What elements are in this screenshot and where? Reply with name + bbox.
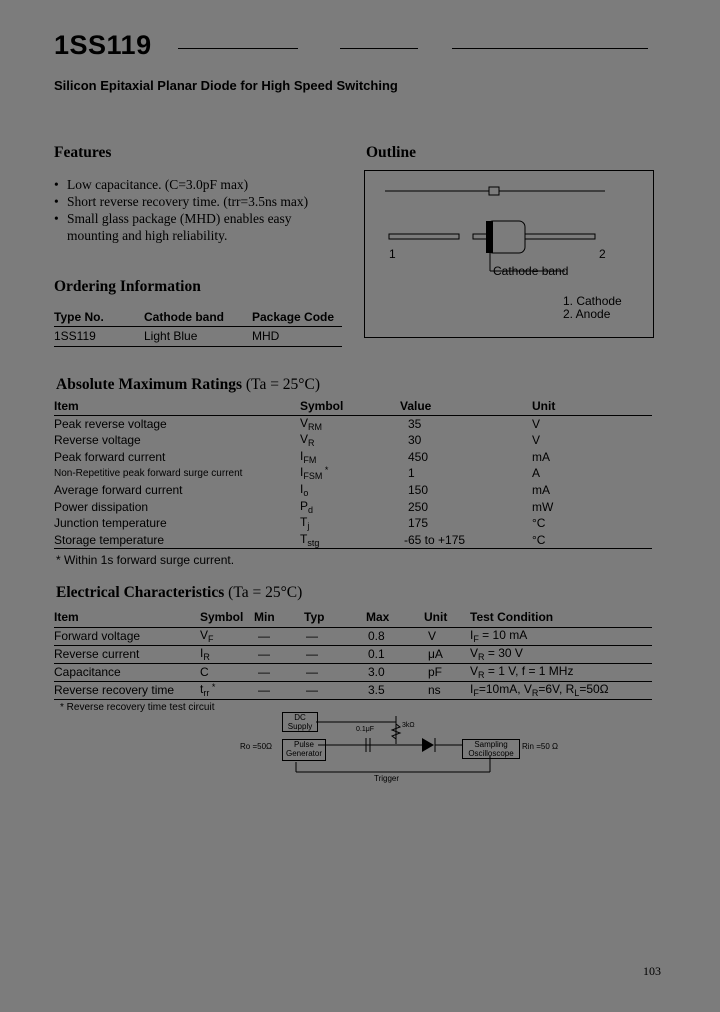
item-cell: Junction temperature (54, 516, 167, 531)
item-cell: Reverse recovery time (54, 683, 175, 697)
typ-cell: — (306, 665, 318, 679)
symbol-cell: $I_o$ (300, 482, 309, 499)
scope-block (462, 739, 520, 759)
item-cell: Reverse voltage (54, 433, 141, 448)
max-cell: 0.8 (368, 629, 385, 643)
ro-label: Ro =50Ω (240, 742, 272, 751)
value-cell: 250 (408, 499, 429, 514)
pin-legend (563, 295, 622, 321)
ordering-table (54, 308, 342, 347)
max-cell: 3.5 (368, 683, 385, 697)
elec-footnote: * Reverse recovery time test circuit (60, 702, 215, 713)
cathode-band-label: Cathode band (493, 264, 569, 278)
col-header: Package Code (252, 309, 335, 324)
table-row (54, 415, 652, 432)
abs-max-table (54, 398, 652, 549)
scope-label: Oscilloscope (468, 749, 514, 758)
elec-heading-line (56, 584, 302, 602)
feature-item: • Short reverse recovery time. (trr=3.5ns max) (54, 193, 354, 210)
table-row (54, 645, 652, 663)
col-header: Symbol (300, 399, 344, 414)
col-header: Symbol (200, 609, 244, 624)
feature-item: • Small glass package (MHD) enables easy mounting and high reliability. (54, 210, 354, 244)
pin-legend-cathode: 1. Cathode (563, 294, 622, 308)
abs-max-heading-line (56, 376, 320, 394)
rin-label: Rin =50 Ω (522, 742, 558, 751)
elec-condition: (Ta = 25°C) (228, 584, 303, 601)
unit-cell: V (532, 433, 541, 448)
dc-supply-label: Supply (287, 722, 313, 731)
symbol-cell: $T_j$ (300, 515, 310, 532)
col-header: Typ (304, 609, 325, 624)
pin-legend-anode: 2. Anode (563, 307, 611, 321)
symbol-cell: $I_{FSM}$ * (300, 465, 329, 482)
subtitle: Silicon Epitaxial Planar Diode for High Speed Switching (54, 78, 398, 93)
typ-cell: — (306, 683, 318, 697)
col-header: Cathode band (144, 309, 224, 324)
table-row (54, 663, 652, 681)
item-cell: Peak reverse voltage (54, 416, 167, 431)
unit-cell: V (428, 629, 437, 643)
min-cell: — (258, 665, 270, 679)
item-cell: Capacitance (54, 665, 121, 679)
symbol-cell: $V_R$ (300, 432, 315, 449)
features-list (54, 176, 354, 244)
symbol-cell: $I_{FM}$ (300, 448, 317, 465)
item-cell: Reverse current (54, 647, 140, 661)
symbol-cell: C (200, 665, 209, 679)
cell: 1SS119 (54, 329, 96, 343)
table-row (54, 532, 652, 549)
col-header: Item (54, 609, 79, 624)
symbol-cell: $P_d$ (300, 498, 314, 515)
value-cell: 30 (408, 433, 422, 448)
unit-cell: mA (532, 483, 550, 498)
table-row (54, 465, 652, 482)
col-header: Item (54, 399, 79, 414)
symbol-cell: $T_{stg}$ (300, 531, 320, 548)
item-cell: Average forward current (54, 483, 183, 498)
test-circuit (236, 710, 558, 786)
dc-supply-block (282, 712, 318, 732)
item-cell: Power dissipation (54, 499, 149, 514)
pulse-gen-label: Generator (285, 749, 323, 758)
condition-cell: $I_F = 10$ mA (470, 628, 528, 644)
header-rule (340, 48, 418, 49)
table-row (54, 515, 652, 532)
symbol-cell: $V_F$ (200, 628, 214, 644)
table-row (54, 482, 652, 499)
elec-heading: Electrical Characteristics (56, 584, 225, 601)
value-cell: 175 (408, 516, 429, 531)
scope-label: Sampling (474, 740, 508, 749)
unit-cell: mA (532, 449, 550, 464)
part-number-title: 1SS119 (54, 30, 152, 60)
unit-cell: A (532, 466, 541, 481)
unit-cell: °C (532, 532, 546, 547)
unit-cell: μA (428, 647, 443, 661)
elec-table (54, 607, 652, 700)
capacitor-label: 0.1μF (356, 726, 375, 733)
resistor-label: 3kΩ (402, 722, 415, 729)
outline-box (364, 170, 654, 338)
value-cell: 35 (408, 416, 422, 431)
typ-cell: — (306, 629, 318, 643)
col-header: Value (400, 399, 432, 414)
ordering-heading: Ordering Information (54, 278, 201, 295)
item-cell: Storage temperature (54, 532, 165, 547)
unit-cell: ns (428, 683, 441, 697)
feature-item: • Low capacitance. (C=3.0pF max) (54, 176, 354, 193)
symbol-cell: $t_{rr}$ * (200, 682, 216, 698)
page-number: 103 (643, 964, 661, 978)
col-header: Unit (532, 399, 556, 414)
abs-max-heading: Absolute Maximum Ratings (56, 376, 243, 393)
abs-max-condition: (Ta = 25°C) (245, 376, 321, 393)
condition-cell: $V_R = 30$ V (470, 646, 523, 662)
value-cell: 450 (408, 449, 429, 464)
table-row (54, 326, 342, 346)
table-row (54, 432, 652, 449)
item-cell: Non-Repetitive peak forward surge current (54, 467, 243, 479)
min-cell: — (258, 647, 270, 661)
header-rule (178, 48, 298, 49)
max-cell: 0.1 (368, 647, 385, 661)
value-cell: 1 (408, 466, 415, 481)
unit-cell: mW (532, 499, 554, 514)
typ-cell: — (306, 647, 318, 661)
cell: Light Blue (144, 329, 198, 343)
condition-cell: $I_F=10mA$, $V_R=6V$, $R_L=50\Omega$ (470, 682, 609, 698)
table-row (54, 448, 652, 465)
col-header: Max (366, 609, 390, 624)
dc-supply-label: DC (294, 713, 306, 722)
unit-cell: V (532, 416, 541, 431)
col-header: Type No. (54, 309, 104, 324)
pin-2-label: 2 (599, 247, 606, 261)
symbol-cell: $V_{RM}$ (300, 415, 323, 432)
col-header: Min (254, 609, 275, 624)
table-row (54, 627, 652, 645)
trigger-label: Trigger (374, 774, 400, 783)
value-cell: 150 (408, 483, 429, 498)
unit-cell: °C (532, 516, 546, 531)
cell: MHD (252, 329, 280, 343)
pin-1-label: 1 (389, 247, 396, 261)
item-cell: Forward voltage (54, 629, 141, 643)
table-row (54, 498, 652, 515)
col-header: Test Condition (470, 609, 554, 624)
condition-cell: $V_R = 1$ V, f = 1 MHz (470, 664, 574, 680)
col-header: Unit (424, 609, 448, 624)
features-heading: Features (54, 144, 112, 161)
min-cell: — (258, 683, 270, 697)
table-row (54, 681, 652, 699)
header-rule (452, 48, 648, 49)
item-cell: Peak forward current (54, 449, 166, 464)
unit-cell: pF (428, 665, 443, 679)
value-cell: -65 to +175 (404, 532, 466, 547)
min-cell: — (258, 629, 270, 643)
abs-max-footnote: * Within 1s forward surge current. (56, 553, 235, 567)
pulse-generator-block (282, 739, 326, 761)
pulse-gen-label: Pulse (293, 740, 314, 749)
symbol-cell: $I_R$ (200, 646, 210, 662)
max-cell: 3.0 (368, 665, 385, 679)
outline-heading: Outline (366, 144, 416, 161)
